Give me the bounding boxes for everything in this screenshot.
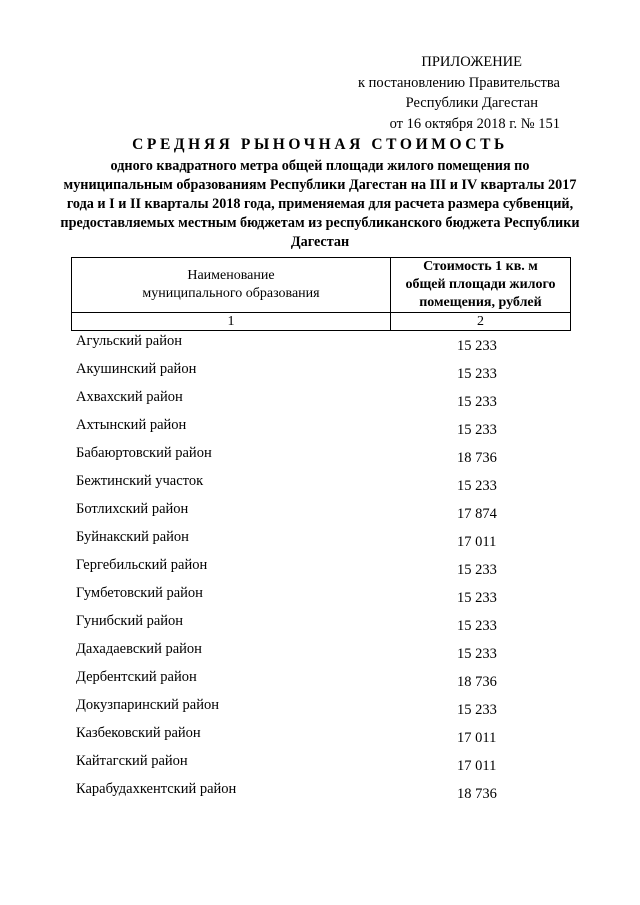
table-row bbox=[0, 753, 640, 781]
table-row bbox=[0, 613, 640, 641]
table-row bbox=[0, 361, 640, 389]
row-name: Ахвахский район bbox=[76, 389, 183, 405]
appendix-heading: ПРИЛОЖЕНИЕ bbox=[421, 54, 522, 70]
table-header bbox=[71, 257, 571, 331]
row-value: 15 233 bbox=[457, 562, 497, 578]
appendix-ref: к постановлению Правительства bbox=[358, 74, 560, 91]
row-value: 17 011 bbox=[457, 730, 497, 746]
row-name: Агульский район bbox=[76, 333, 182, 349]
table-row bbox=[0, 697, 640, 725]
table-row bbox=[0, 501, 640, 529]
row-name: Ботлихский район bbox=[76, 501, 189, 517]
table-row bbox=[0, 333, 640, 361]
row-value: 15 233 bbox=[457, 618, 497, 634]
table-body bbox=[0, 333, 640, 809]
col-number-2: 2 bbox=[390, 313, 570, 331]
table-row bbox=[0, 473, 640, 501]
row-name: Гумбетовский район bbox=[76, 585, 203, 601]
row-value: 15 233 bbox=[457, 394, 497, 410]
row-value: 15 233 bbox=[457, 590, 497, 606]
row-name: Дербентский район bbox=[76, 669, 197, 685]
row-value: 15 233 bbox=[457, 702, 497, 718]
row-value: 18 736 bbox=[457, 450, 497, 466]
appendix-date: от 16 октября 2018 г. № 151 bbox=[389, 115, 560, 132]
table-row bbox=[0, 445, 640, 473]
row-value: 18 736 bbox=[457, 674, 497, 690]
row-value: 17 011 bbox=[457, 534, 497, 550]
row-name: Гергебильский район bbox=[76, 557, 208, 573]
row-name: Кайтагский район bbox=[76, 753, 188, 769]
row-name: Бабаюртовский район bbox=[76, 445, 212, 461]
row-name: Казбековский район bbox=[76, 725, 201, 741]
row-value: 15 233 bbox=[457, 366, 497, 382]
row-value: 15 233 bbox=[457, 422, 497, 438]
row-value: 17 874 bbox=[457, 506, 497, 522]
row-name: Бежтинский участок bbox=[76, 473, 204, 489]
row-name: Дахадаевский район bbox=[76, 641, 202, 657]
table-row bbox=[0, 557, 640, 585]
row-value: 15 233 bbox=[457, 478, 497, 494]
table-row bbox=[0, 585, 640, 613]
col-header-name: Наименование муниципального образования bbox=[72, 258, 391, 313]
row-value: 17 011 bbox=[457, 758, 497, 774]
table-row bbox=[0, 781, 640, 809]
row-name: Карабудахкентский район bbox=[76, 781, 237, 797]
row-value: 15 233 bbox=[457, 338, 497, 354]
appendix-block bbox=[300, 52, 560, 134]
row-name: Ахтынский район bbox=[76, 417, 187, 433]
document-subtitle: одного квадратного метра общей площади жилого помещения по муниципальным образованиям Республики Дагестан на III и IV кварталы 2017 года и I и II кварталы 2018 года, применяемая для расчета размера субвенций, предоставляемых местным бюджетам из республиканского бюджета Республики Дагестан bbox=[60, 158, 580, 250]
row-name: Акушинский район bbox=[76, 361, 197, 377]
table-row bbox=[0, 529, 640, 557]
table-row bbox=[0, 417, 640, 445]
row-name: Буйнакский район bbox=[76, 529, 189, 545]
document-title: СРЕДНЯЯ РЫНОЧНАЯ СТОИМОСТЬ bbox=[132, 136, 508, 153]
table-row bbox=[0, 389, 640, 417]
row-name: Докузпаринский район bbox=[76, 697, 220, 713]
col-header-cost: Стоимость 1 кв. м общей площади жилого помещения, рублей bbox=[390, 258, 570, 313]
col-number-1: 1 bbox=[72, 313, 391, 331]
appendix-republic: Республики Дагестан bbox=[405, 95, 538, 111]
row-value: 15 233 bbox=[457, 646, 497, 662]
row-name: Гунибский район bbox=[76, 613, 184, 629]
table-row bbox=[0, 725, 640, 753]
row-value: 18 736 bbox=[457, 786, 497, 802]
table-row bbox=[0, 669, 640, 697]
table-row bbox=[0, 641, 640, 669]
